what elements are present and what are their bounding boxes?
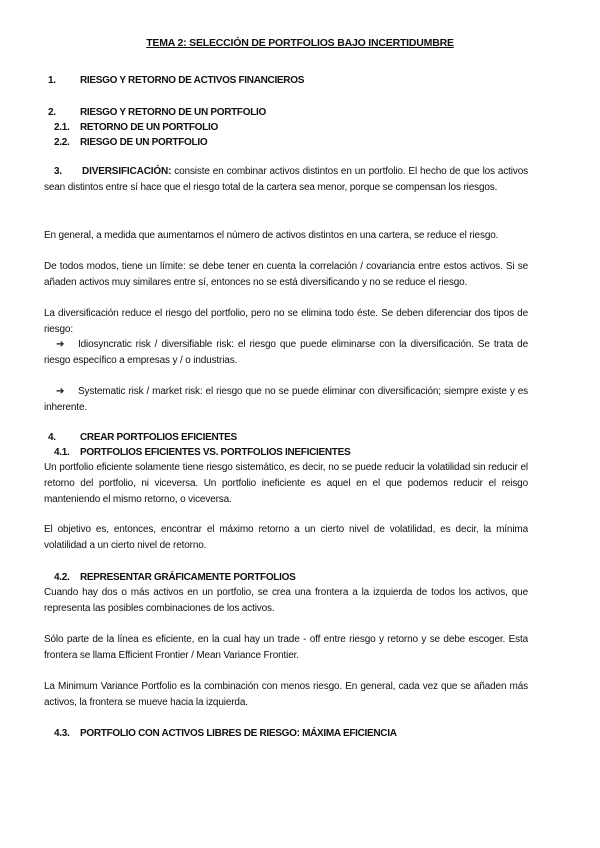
heading-section-4-2 [54, 572, 296, 583]
paragraph-diversification-limit: De todos modos, tiene un límite: se debe tener en cuenta la correlación / covariancia entre estos activos. Si se añaden activos muy similares entre sí, entonces no se está diversificando y no se reduce el riesgo. [44, 261, 528, 288]
section-label: PORTFOLIO CON ACTIVOS LIBRES DE RIESGO: MÁXIMA EFICIENCIA [80, 728, 397, 739]
paragraph-efficient-frontier: Sólo parte de la línea es eficiente, en la cual hay un trade - off entre riesgo y retorno y se debe escoger. Esta frontera se llama Efficient Frontier / Mean Variance Frontier. [44, 634, 528, 661]
paragraph-risk-types: La diversificación reduce el riesgo del portfolio, pero no se elimina todo éste. Se deben diferenciar dos tipos de riesgo: [44, 308, 528, 335]
paragraph-frontier: Cuando hay dos o más activos en un portfolio, se crea una frontera a la izquierda de todos los activos, que representa las posibles combinaciones de los activos. [44, 587, 528, 614]
arrow-icon: ➔ [56, 386, 65, 397]
section-number: 4.1. [54, 447, 70, 458]
section-number: 4.2. [54, 572, 70, 583]
section-number: 4.3. [54, 728, 70, 739]
bullet-text: Systematic risk / market risk: el riesgo que no se puede eliminar con diversificación; siempre existe y es inherente. [44, 386, 528, 413]
heading-section-4 [48, 432, 237, 443]
section-number: 2.1. [54, 122, 70, 133]
heading-section-1 [48, 75, 305, 86]
heading-section-4-3 [54, 728, 397, 739]
section-number: 3. [54, 166, 63, 177]
section-label: CREAR PORTFOLIOS EFICIENTES [80, 432, 237, 443]
section-label: RIESGO Y RETORNO DE UN PORTFOLIO [80, 107, 266, 118]
section-3-text: consiste en combinar activos distintos en un portfolio. El hecho de que los activos sean distintos entre sí hace que el riesgo total de la cartera sea menor, porque se compensan los riesgos. [44, 166, 528, 193]
bullet-idiosyncratic-risk [44, 337, 528, 369]
section-number: 1. [48, 75, 56, 86]
heading-section-2-1 [54, 122, 218, 133]
arrow-icon: ➔ [56, 339, 65, 350]
section-label: REPRESENTAR GRÁFICAMENTE PORTFOLIOS [80, 572, 296, 583]
section-label: PORTFOLIOS EFICIENTES VS. PORTFOLIOS INEFICIENTES [80, 447, 351, 458]
section-number: 2. [48, 107, 56, 118]
section-number: 4. [48, 432, 56, 443]
heading-section-2-2 [54, 137, 208, 148]
heading-section-4-1 [54, 447, 351, 458]
bullet-systematic-risk [44, 384, 528, 416]
paragraph-minimum-variance: La Minimum Variance Portfolio es la combinación con menos riesgo. En general, cada vez que se añaden más activos, la frontera se mueve hacia la izquierda. [44, 681, 528, 708]
section-label: RIESGO Y RETORNO DE ACTIVOS FINANCIEROS [80, 75, 305, 86]
section-label: RIESGO DE UN PORTFOLIO [80, 137, 208, 148]
section-label: DIVERSIFICACIÓN: [82, 166, 172, 177]
paragraph-diversification-general: En general, a medida que aumentamos el número de activos distintos en una cartera, se reduce el riesgo. [44, 230, 499, 241]
section-number: 2.2. [54, 137, 70, 148]
section-3-paragraph [44, 164, 528, 196]
page-title: TEMA 2: SELECCIÓN DE PORTFOLIOS BAJO INCERTIDUMBRE [146, 37, 454, 49]
section-label: RETORNO DE UN PORTFOLIO [80, 122, 218, 133]
heading-section-2 [48, 107, 266, 118]
paragraph-efficient-portfolio: Un portfolio eficiente solamente tiene riesgo sistemático, es decir, no se puede reducir la volatilidad sin reducir el retorno del portfolio, ni viceversa. Un portfolio ineficiente es aquel en el que podemos reducir el reisgo manteniendo el mismo retorno, o viceversa. [44, 462, 528, 505]
paragraph-objective: El objetivo es, entonces, encontrar el máximo retorno a un cierto nivel de volatilidad, es decir, la mínima volatilidad a un cierto nivel de retorno. [44, 524, 528, 551]
bullet-text: Idiosyncratic risk / diversifiable risk: el riesgo que puede eliminarse con la diversificación. Se trata de riesgo específico a empresas y / o industrias. [44, 339, 528, 366]
